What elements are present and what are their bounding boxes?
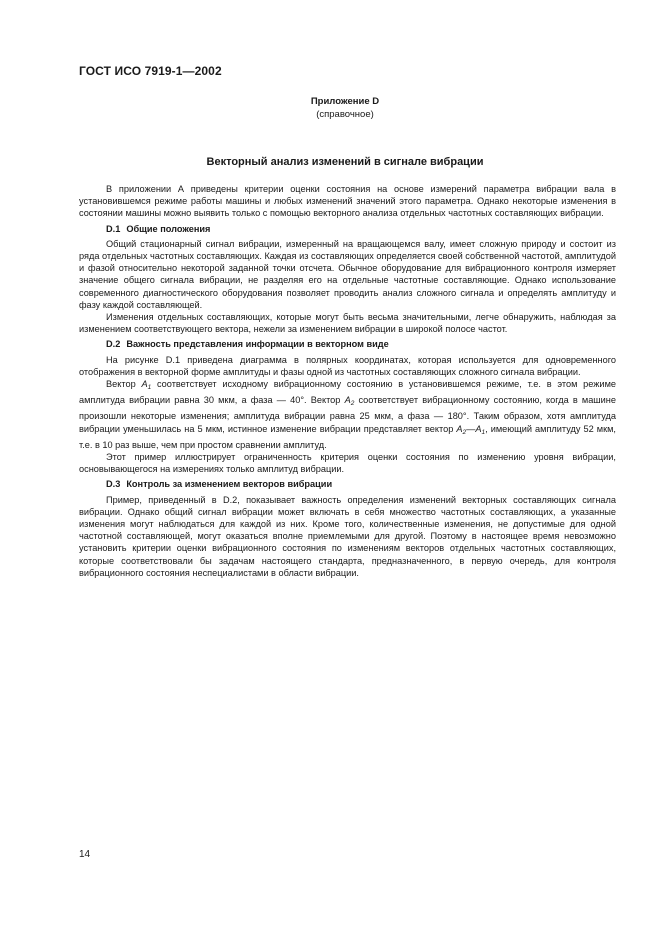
paragraph: Этот пример иллюстрирует ограниченность критерия оценки состояния по изменению уровня вибрации, основывающегося на измерениях только амплитуд вибрации. bbox=[79, 452, 616, 475]
vector-subscript: 1 bbox=[147, 384, 152, 392]
section-number: D.2 bbox=[106, 339, 121, 350]
section-title: Важность представления информации в векторном виде bbox=[126, 339, 389, 350]
paragraph: Изменения отдельных составляющих, которые могут быть весьма значительными, легче обнаружить, наблюдая за изменением соответствующего вектора, нежели за изменением вибрации в широкой полосе частот. bbox=[79, 312, 616, 335]
vector-letter: A bbox=[456, 423, 463, 434]
text-run: , имеющий амплитуду 52 мкм, т.е. в 10 раз выше, чем при простом сравнении амплитуд. bbox=[79, 423, 616, 450]
vector-letter: A bbox=[141, 379, 148, 390]
text-run: соответствует исходному вибрационному состоянию в установившемся режиме, т.е. в этом режиме амплитуда вибрации равна 30 мкм, а фаза — 40°. Вектор bbox=[79, 379, 616, 406]
section-heading-d3 bbox=[79, 478, 616, 490]
section-title: Контроль за изменением векторов вибрации bbox=[126, 479, 333, 490]
section-number: D.1 bbox=[106, 223, 121, 234]
dash: — bbox=[466, 423, 476, 434]
section-heading-d1 bbox=[79, 223, 616, 235]
vector-a1 bbox=[141, 379, 152, 392]
vector-subscript: 2 bbox=[462, 428, 467, 436]
vector-paragraph bbox=[79, 378, 616, 451]
section-title: Общие положения bbox=[126, 223, 211, 234]
section-heading-d2 bbox=[79, 338, 616, 350]
paragraph: На рисунке D.1 приведена диаграмма в полярных координатах, которая используется для одновременного отображения в векторной форме амплитуды и фазы одной из частотных составляющих сложного сигнала вибрации. bbox=[79, 354, 616, 377]
paragraph: Пример, приведенный в D.2, показывает важность определения изменений векторных составляющих сигнала вибрации. Однако общий сигнал вибрации может включать в себя множество частотных составляющих, а указанные изменения могут наблюдаться для каждой из них. Кроме того, количественные изменения, не допустимые для одной частотной составляющей, могут оказаться вполне приемлемыми для другой. Поэтому в настоящее время невозможно установить критерии оценки вибрационного состояния по изменениям векторов отдельных частотных составляющих, которые соответствовали бы задачам настоящего стандарта, предназначенного, в первую очередь, для контроля вибрационного состояния неспециалистами в области вибрации. bbox=[79, 494, 616, 578]
document-id: ГОСТ ИСО 7919-1—2002 bbox=[79, 64, 222, 78]
paragraph: Общий стационарный сигнал вибрации, измеренный на вращающемся валу, имеет сложную природу и состоит из ряда отдельных частотных составляющих. Каждая из составляющих определяется своей собственной частотой, амплитудой и фазой относительно некоторой заданной точки отсчета. Обычное оборудование для вибрационного контроля измеряет значение общего сигнала вибрации, не разделяя его на отдельные частотные составляющие. Однако использование современного диагностического оборудования позволяет проводить анализ сложного сигнала и определять амплитуду и фазу каждой составляющей. bbox=[79, 238, 616, 310]
vector-a2 bbox=[344, 395, 355, 408]
section-number: D.3 bbox=[106, 479, 121, 490]
page-number: 14 bbox=[79, 849, 91, 860]
vector-subscript: 2 bbox=[350, 400, 355, 408]
vector-subscript: 1 bbox=[481, 428, 486, 436]
document-body bbox=[79, 183, 616, 579]
annex-status: (справочное) bbox=[316, 109, 374, 120]
text-run: Вектор bbox=[106, 379, 142, 390]
annex-main-title: Векторный анализ изменений в сигнале вибрации bbox=[206, 156, 484, 168]
annex-title: Приложение D bbox=[310, 96, 380, 107]
vector-letter: A bbox=[344, 395, 351, 406]
vector-difference bbox=[456, 424, 485, 434]
annex-block bbox=[0, 95, 661, 121]
intro-paragraph: В приложении А приведены критерии оценки состояния на основе измерений параметра вибрации вала в установившемся режиме работы машины и любых изменений значений этого параметра. Однако некоторые изменения в состоянии машины можно выявить только с помощью векторного анализа отдельных частотных составляющих вибрации. bbox=[79, 184, 616, 219]
text-run: соответствует вибрационному состоянию, когда в машине произошли некоторые изменения; амплитуда вибрации равна 25 мкм, а фаза — 180°. Таким образом, хотя амплитуда вибрации уменьшилась на 5 мкм, истинное изменение вибрации представляет вектор bbox=[79, 395, 616, 434]
vector-letter: A bbox=[475, 423, 482, 434]
